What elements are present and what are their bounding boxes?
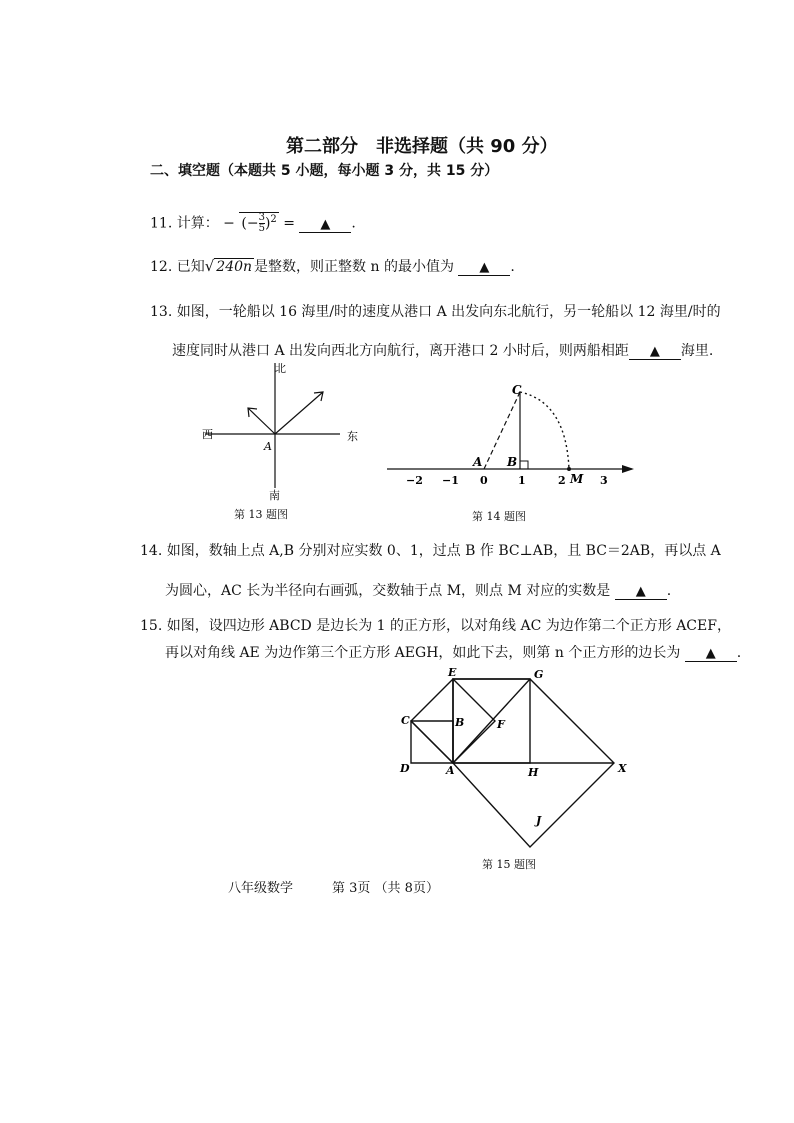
fig14-tick-neg2: −2	[406, 474, 423, 487]
fig15-label-g: G	[534, 668, 544, 681]
q11-fraction	[259, 213, 265, 234]
q15-line2: 再以对角线 AE 为边作第三个正方形 AEGH，如此下去，则第 n 个正方形的边长为	[165, 645, 681, 661]
q14-line2: 为圆心，AC 长为半径向右画弧，交数轴于点 M，则点 M 对应的实数是	[165, 583, 611, 599]
question-15-line2	[165, 642, 741, 662]
q12-radicand: 240n	[216, 259, 253, 275]
q13-number: 13.	[150, 304, 173, 320]
q13-answer-blank[interactable]: ▲	[629, 345, 681, 360]
q12-number: 12.	[150, 259, 173, 275]
q13-unit: 海里.	[680, 343, 714, 359]
fig14-arc	[520, 392, 569, 469]
fig15-caption: 第 15 题图	[482, 858, 536, 871]
q14-end: .	[666, 583, 672, 599]
fig13-northeast-ray	[275, 392, 323, 434]
q11-equals: =	[283, 215, 295, 232]
q12-suffix: 是整数，则正整数 n 的最小值为	[254, 259, 454, 275]
fig15-label-h: H	[528, 766, 539, 779]
q15-end: .	[736, 645, 742, 661]
fig13-label-a: A	[264, 440, 272, 453]
q15-number: 15.	[140, 618, 163, 634]
q11-minus: −	[223, 215, 235, 232]
q11-inner-minus: −	[246, 215, 259, 232]
fig14-tick-0: 0	[480, 474, 488, 487]
fig15-diagonal-ca	[411, 721, 453, 763]
section-title: 二、填空题（本题共 5 小题，每小题 3 分，共 15 分）	[150, 163, 499, 179]
q11-number: 11.	[150, 215, 173, 232]
fig14-tick-3: 3	[600, 474, 608, 487]
q12-answer-blank[interactable]: ▲	[458, 261, 510, 276]
question-14-line2	[165, 580, 671, 600]
fig15-label-j: J	[536, 814, 542, 827]
fig13-label-south: 南	[269, 489, 280, 502]
fig14-tick-1: 1	[518, 474, 526, 487]
fig14-right-angle-mark	[520, 461, 528, 469]
fig14-point-m	[567, 467, 571, 471]
fig15-label-x: X	[618, 762, 627, 775]
q12-prefix: 已知	[176, 259, 205, 275]
q11-end: .	[351, 215, 356, 232]
q14-answer-blank[interactable]: ▲	[615, 585, 667, 600]
fig14-label-b: B	[507, 455, 518, 469]
fig15-label-f: F	[497, 718, 505, 731]
fig13-label-west: 西	[202, 428, 213, 441]
fig15-label-e: E	[448, 666, 457, 679]
fig15-label-c: C	[401, 714, 410, 727]
fig15-label-d: D	[400, 762, 410, 775]
q11-frac-den: 5	[258, 223, 265, 234]
fig14-tick-2: 2	[558, 474, 566, 487]
fig14-label-c: C	[512, 383, 522, 397]
question-15-line1	[140, 615, 731, 635]
fig13-label-north: 北	[275, 362, 286, 375]
question-11	[150, 212, 356, 234]
figure-15	[396, 664, 646, 860]
q14-line1: 如图，数轴上点 A,B 分别对应实数 0、1，过点 B 作 BC⊥AB，且 BC＝2AB，再以点 A	[166, 543, 721, 559]
fig14-tick-neg1: −1	[442, 474, 459, 487]
question-13-line2	[172, 340, 713, 360]
figure-13	[195, 358, 375, 528]
question-13-line1	[150, 301, 721, 321]
fig14-caption: 第 14 题图	[472, 510, 526, 523]
q11-sqrt: (− $\frac{3}{5}$ )$^2$	[241, 212, 277, 234]
footer-page: 第 3页 （共 8页）	[332, 881, 439, 896]
fig14-arrowhead	[622, 465, 634, 473]
q15-line1: 如图，设四边形 ABCD 是边长为 1 的正方形，以对角线 AC 为边作第二个正方形 ACEF，	[166, 618, 731, 634]
footer-subject: 八年级数学	[228, 881, 294, 896]
q12-end: .	[510, 259, 515, 275]
question-12: 12. 已知√ 240n 是整数，则正整数 n 的最小值为 ▲ .	[150, 257, 515, 275]
figure-14	[382, 378, 642, 498]
q11-text: 计算：	[176, 215, 219, 232]
fig15-label-a: A	[446, 764, 455, 777]
fig13-label-east: 东	[347, 430, 358, 443]
q11-frac-num: 3	[258, 212, 265, 223]
part-title: 第二部分 非选择题（共 90 分）	[286, 136, 558, 157]
q13-line1: 如图，一轮船以 16 海里/时的速度从港口 A 出发向东北航行，另一轮船以 12 海里/时的	[176, 304, 721, 320]
q14-number: 14.	[140, 543, 163, 559]
q15-answer-blank[interactable]: ▲	[685, 647, 737, 662]
fig13-northwest-ray	[248, 408, 275, 434]
q11-exponent: 2	[270, 213, 277, 225]
fig14-label-m: M	[570, 472, 584, 486]
fig15-label-b: B	[455, 716, 465, 729]
fig15-diagonal-ga	[453, 679, 530, 763]
fig13-caption: 第 13 题图	[234, 508, 288, 521]
question-14-line1	[140, 540, 721, 560]
q13-line2: 速度同时从港口 A 出发向西北方向航行，离开港口 2 小时后，则两船相距	[172, 343, 629, 359]
fig14-label-a: A	[473, 455, 483, 469]
q11-answer-blank[interactable]: ▲	[299, 218, 351, 233]
